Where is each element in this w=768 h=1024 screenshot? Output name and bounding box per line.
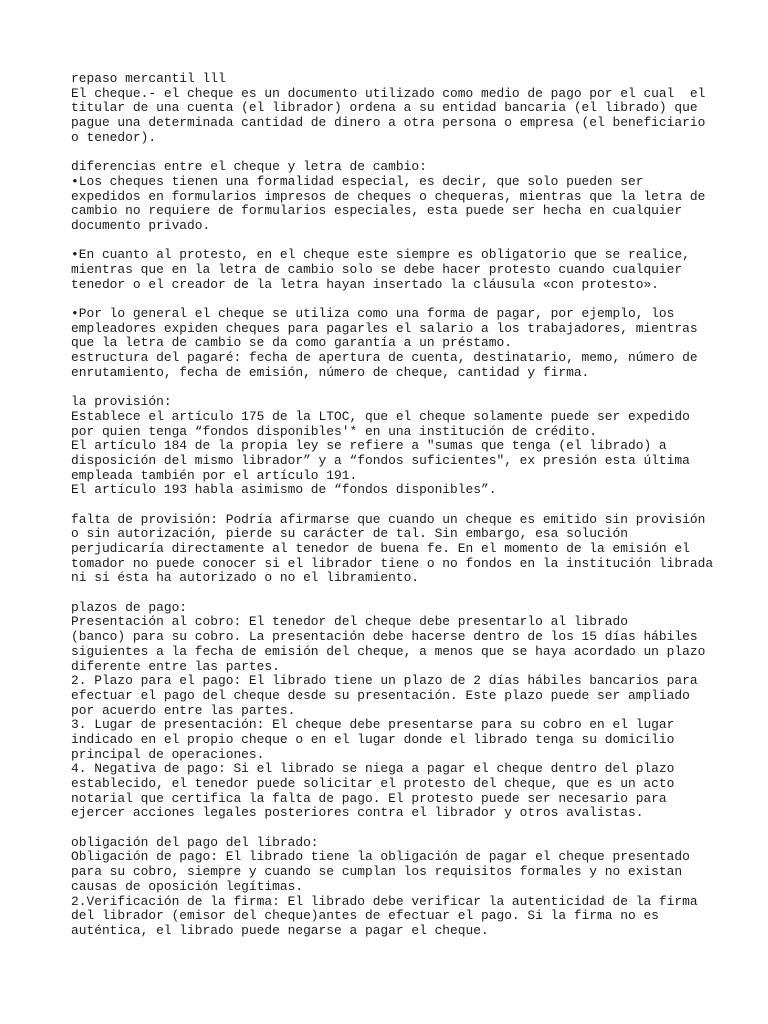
text-line: indicado en el propio cheque o en el lugar donde el librado tenga su domicilio — [71, 731, 675, 747]
paragraph-uso-y-estructura — [71, 307, 701, 380]
paragraph-obligacion-del-pago — [71, 836, 701, 939]
text-line: mientras que en la letra de cambio solo se debe hacer protesto cuando cualquier — [71, 261, 683, 277]
text-line: o tenedor). — [71, 129, 157, 145]
text-line: perjudicaría directamente al tenedor de buena fe. En el momento de la emisión el — [71, 541, 690, 556]
text-line: •Los cheques tienen una formalidad especial, es decir, que solo pueden ser — [71, 173, 644, 189]
text-line: estructura del pagaré: fecha de apertura de cuenta, destinatario, memo, número de — [71, 350, 698, 366]
section-heading: diferencias entre el cheque y letra de cambio: — [71, 159, 427, 175]
text-line: siguientes a la fecha de emisión del cheque, a menos que se haya acordado un plazo — [71, 643, 706, 659]
paragraph-intro — [71, 71, 706, 145]
text-line: expedidos en formularios impresos de cheques o chequeras, mientras que la letra de — [71, 188, 706, 204]
text-line: 4. Negativa de pago: Si el librado se niega a pagar el cheque dentro del plazo — [71, 761, 675, 777]
text-line: por acuerdo entre las partes. — [71, 702, 296, 718]
text-line: que la letra de cambio se da como garantía a un préstamo. — [71, 335, 512, 351]
text-line: disposición del mismo librador” y a “fondos suficientes", ex presión esta última — [71, 452, 690, 468]
text-line: tenedor o el creador de la letra hayan insertado la cláusula «con protesto». — [71, 276, 659, 292]
section-heading: la provisión: — [71, 394, 172, 410]
text-line: por quien tenga “fondos disponibles'* en una institución de crédito. — [71, 423, 598, 439]
text-line: ni si ésta ha autorizado o no el libramiento. — [71, 570, 420, 586]
text-line: 2.Verificación de la firma: El librado debe verificar la autenticidad de la firma — [71, 893, 698, 909]
text-line: El artículo 193 habla asimismo de “fondos disponibles”. — [71, 482, 497, 498]
text-line: establecido, el tenedor puede solicitar el protesto del cheque, que es un acto — [71, 776, 675, 791]
text-line: causas de oposición legítimas. — [71, 878, 304, 894]
text-line: principal de operaciones. — [71, 746, 265, 762]
paragraph-provision — [71, 395, 701, 498]
text-line: falta de provisión: Podría afirmarse que cuando un cheque es emitido sin provisión — [71, 511, 706, 527]
text-line: para su cobro, siempre y cuando se cumplan los requisitos formales y no existan — [71, 864, 683, 880]
text-line: El cheque.- el cheque es un documento utilizado como medio de pago por el cual el — [71, 85, 706, 101]
text-line: Establece el artículo 175 de la LTOC, que el cheque solamente puede ser expedido — [71, 408, 690, 424]
text-line: cambio no requiere de formularios especiales, esta puede ser hecha en cualquier — [71, 203, 683, 219]
text-line: diferente entre las partes. — [71, 658, 280, 674]
text-line: Presentación al cobro: El tenedor del cheque debe presentarlo al librado — [71, 614, 628, 630]
paragraph-diferencias — [71, 159, 706, 233]
paragraph-falta-de-provision — [71, 511, 714, 586]
text-line: pague una determinada cantidad de dinero a otra persona o empresa (el beneficiario — [71, 115, 706, 131]
text-line: El artículo 184 de la propia ley se refiere a "sumas que tenga (el librado) a — [71, 438, 667, 454]
section-heading: obligación del pago del librado: — [71, 834, 319, 850]
text-line: enrutamiento, fecha de emisión, número de cheque, cantidad y firma. — [71, 364, 590, 380]
text-line: efectuar el pago del cheque desde su presentación. Este plazo puede ser ampliado — [71, 687, 690, 703]
text-line: tomador no puede conocer si el librador tiene o no fondos en la institución librada — [71, 555, 714, 571]
paragraph-plazos-de-pago — [71, 599, 706, 821]
text-line: empleada también por el artículo 191. — [71, 467, 358, 483]
text-line: auténtica, el librado puede negarse a pagar el cheque. — [71, 922, 489, 938]
text-line: empleadores expiden cheques para pagarles el salario a los trabajadores, mientras — [71, 320, 698, 336]
document-page — [71, 71, 714, 953]
text-line: •En cuanto al protesto, en el cheque este siempre es obligatorio que se realice, — [71, 247, 690, 263]
text-line: titular de una cuenta (el librador) ordena a su entidad bancaria (el librado) que — [71, 100, 698, 116]
text-line: o sin autorización, pierde su carácter de tal. Sin embargo, esa solución — [71, 526, 628, 542]
text-line: notarial que certifica la falta de pago. El protesto puede ser necesario para — [71, 790, 667, 806]
text-line: (banco) para su cobro. La presentación debe hacerse dentro de los 15 días hábiles — [71, 629, 698, 645]
text-line: •Por lo general el cheque se utiliza como una forma de pagar, por ejemplo, los — [71, 306, 675, 321]
section-heading: plazos de pago: — [71, 599, 188, 615]
text-line: ejercer acciones legales posteriores contra el librador y otros avalistas. — [71, 805, 644, 821]
document-title: repaso mercantil lll — [71, 71, 226, 86]
text-line: Obligación de pago: El librado tiene la obligación de pagar el cheque presentado — [71, 849, 690, 865]
text-line: 2. Plazo para el pago: El librado tiene un plazo de 2 días hábiles bancarios para — [71, 673, 698, 689]
text-line: documento privado. — [71, 217, 211, 233]
paragraph-protesto — [71, 248, 701, 292]
text-line: del librador (emisor del cheque)antes de efectuar el pago. Si la firma no es — [71, 908, 659, 924]
text-line: 3. Lugar de presentación: El cheque debe presentarse para su cobro en el lugar — [71, 717, 675, 733]
